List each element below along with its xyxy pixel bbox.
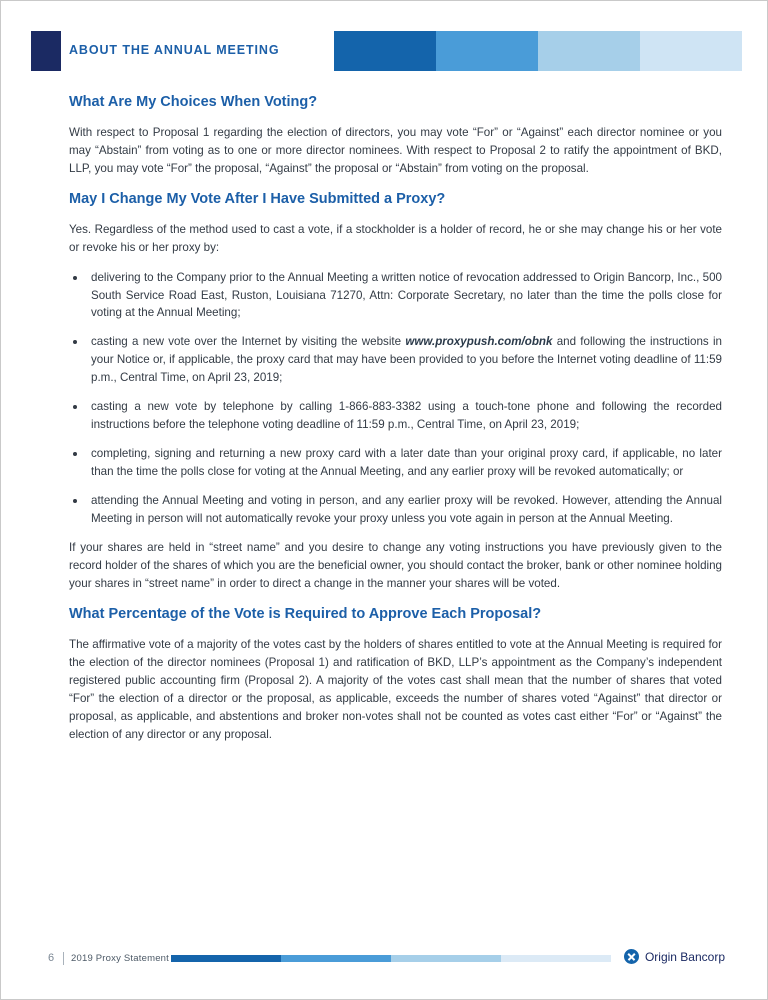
page-content xyxy=(69,93,722,756)
page-header xyxy=(1,31,768,71)
list-item xyxy=(69,492,722,528)
footer-bar-4 xyxy=(501,955,611,962)
brand-lockup xyxy=(624,949,725,964)
page-footer xyxy=(1,949,768,973)
origin-bancorp-logo-icon xyxy=(624,949,639,964)
footer-bar-1 xyxy=(171,955,281,962)
proxy-website-url: www.proxypush.com/obnk xyxy=(405,335,553,349)
header-title: ABOUT THE ANNUAL MEETING xyxy=(69,43,280,57)
list-item-text: attending the Annual Meeting and voting in person, and any earlier proxy will be revoked. However, attending the Annual Meeting in person will not automatically revoke your proxy unless you vote again in person at the Annual Meeting. xyxy=(91,494,722,526)
header-bar-1 xyxy=(334,31,436,71)
section-closing-change-vote: If your shares are held in “street name” and you desire to change any voting instructions you have previously given to the record holder of the shares of which you are the beneficial owner, you should contact the broker, bank or other nominee holding your shares in “street name” in order to direct a change in the manner your shares will be voted. xyxy=(69,541,722,591)
header-accent-block xyxy=(31,31,61,71)
section-paragraph-choices: With respect to Proposal 1 regarding the election of directors, you may vote “For” or “Against” each director nominee or you may “Abstain” from voting as to one or more director nominees. With respect to Proposal 2 to ratify the appointment of BKD, LLP, you may vote “For” the proposal, “Against” the proposal or “Abstain” from voting on the proposal. xyxy=(69,125,722,175)
header-bar-3 xyxy=(538,31,640,71)
footer-bar-3 xyxy=(391,955,501,962)
list-item-text: completing, signing and returning a new proxy card with a later date than your original proxy card, if applicable, no later than the time the polls close for voting at the Annual Meeting, and any earlier proxy will be revoked automatically; or xyxy=(91,447,722,479)
list-item xyxy=(69,445,722,481)
header-color-bars xyxy=(334,31,742,71)
section-paragraph-vote-percentage: The affirmative vote of a majority of the votes cast by the holders of shares entitled to vote at the Annual Meeting is required for the election of the director nominees (Proposal 1) and ratification of BKD, LLP’s appointment as the Company’s independent registered public accounting firm (Proposal 2). A majority of the votes cast shall mean that the number of shares that voted “For” the election of a director or the proposal, as applicable, exceeds the number of shares voted “Against” that director or proposal, as applicable, and abstentions and broker non-votes shall not be counted as votes cast either “For” or “Against” the election of any director or any proposal. xyxy=(69,637,722,741)
list-item-text: casting a new vote by telephone by calling 1-866-883-3382 using a touch-tone phone and following the recorded instructions before the telephone voting deadline of 11:59 p.m., Central Time, on April 23, 2019; xyxy=(91,400,722,432)
section-heading-choices: What Are My Choices When Voting? xyxy=(69,94,318,110)
header-bar-4 xyxy=(640,31,742,71)
list-item xyxy=(69,398,722,434)
footer-color-bars xyxy=(171,955,611,962)
list-item xyxy=(69,333,722,387)
section-heading-change-vote: May I Change My Vote After I Have Submitted a Proxy? xyxy=(69,190,446,207)
list-item xyxy=(69,269,722,323)
list-item-text: delivering to the Company prior to the Annual Meeting a written notice of revocation addressed to Origin Bancorp, Inc., 500 South Service Road East, Ruston, Louisiana 71270, Attn: Corporate Secretary, no later than the time the polls close for voting at the Annual Meeting; xyxy=(91,270,722,320)
page-number: 6 xyxy=(48,952,55,964)
section-heading-vote-percentage: What Percentage of the Vote is Required to Approve Each Proposal? xyxy=(69,606,542,623)
footer-bar-2 xyxy=(281,955,391,962)
brand-name: Origin Bancorp xyxy=(644,949,725,964)
list-item-text-cont: and following the instructions in your Notice or, if applicable, the proxy card that may have been provided to you before the Internet voting deadline of 11:59 p.m., Central Time, on April 23, 2019; xyxy=(91,335,722,385)
header-bar-2 xyxy=(436,31,538,71)
list-item-text: casting a new vote over the Internet by visiting the website xyxy=(91,335,406,349)
revocation-methods-list xyxy=(69,269,722,529)
footer-divider xyxy=(63,952,64,965)
section-intro-change-vote: Yes. Regardless of the method used to cast a vote, if a stockholder is a holder of record, he or she may change his or her vote or revoke his or her proxy by: xyxy=(69,222,722,254)
footer-document-label: 2019 Proxy Statement xyxy=(71,953,169,964)
